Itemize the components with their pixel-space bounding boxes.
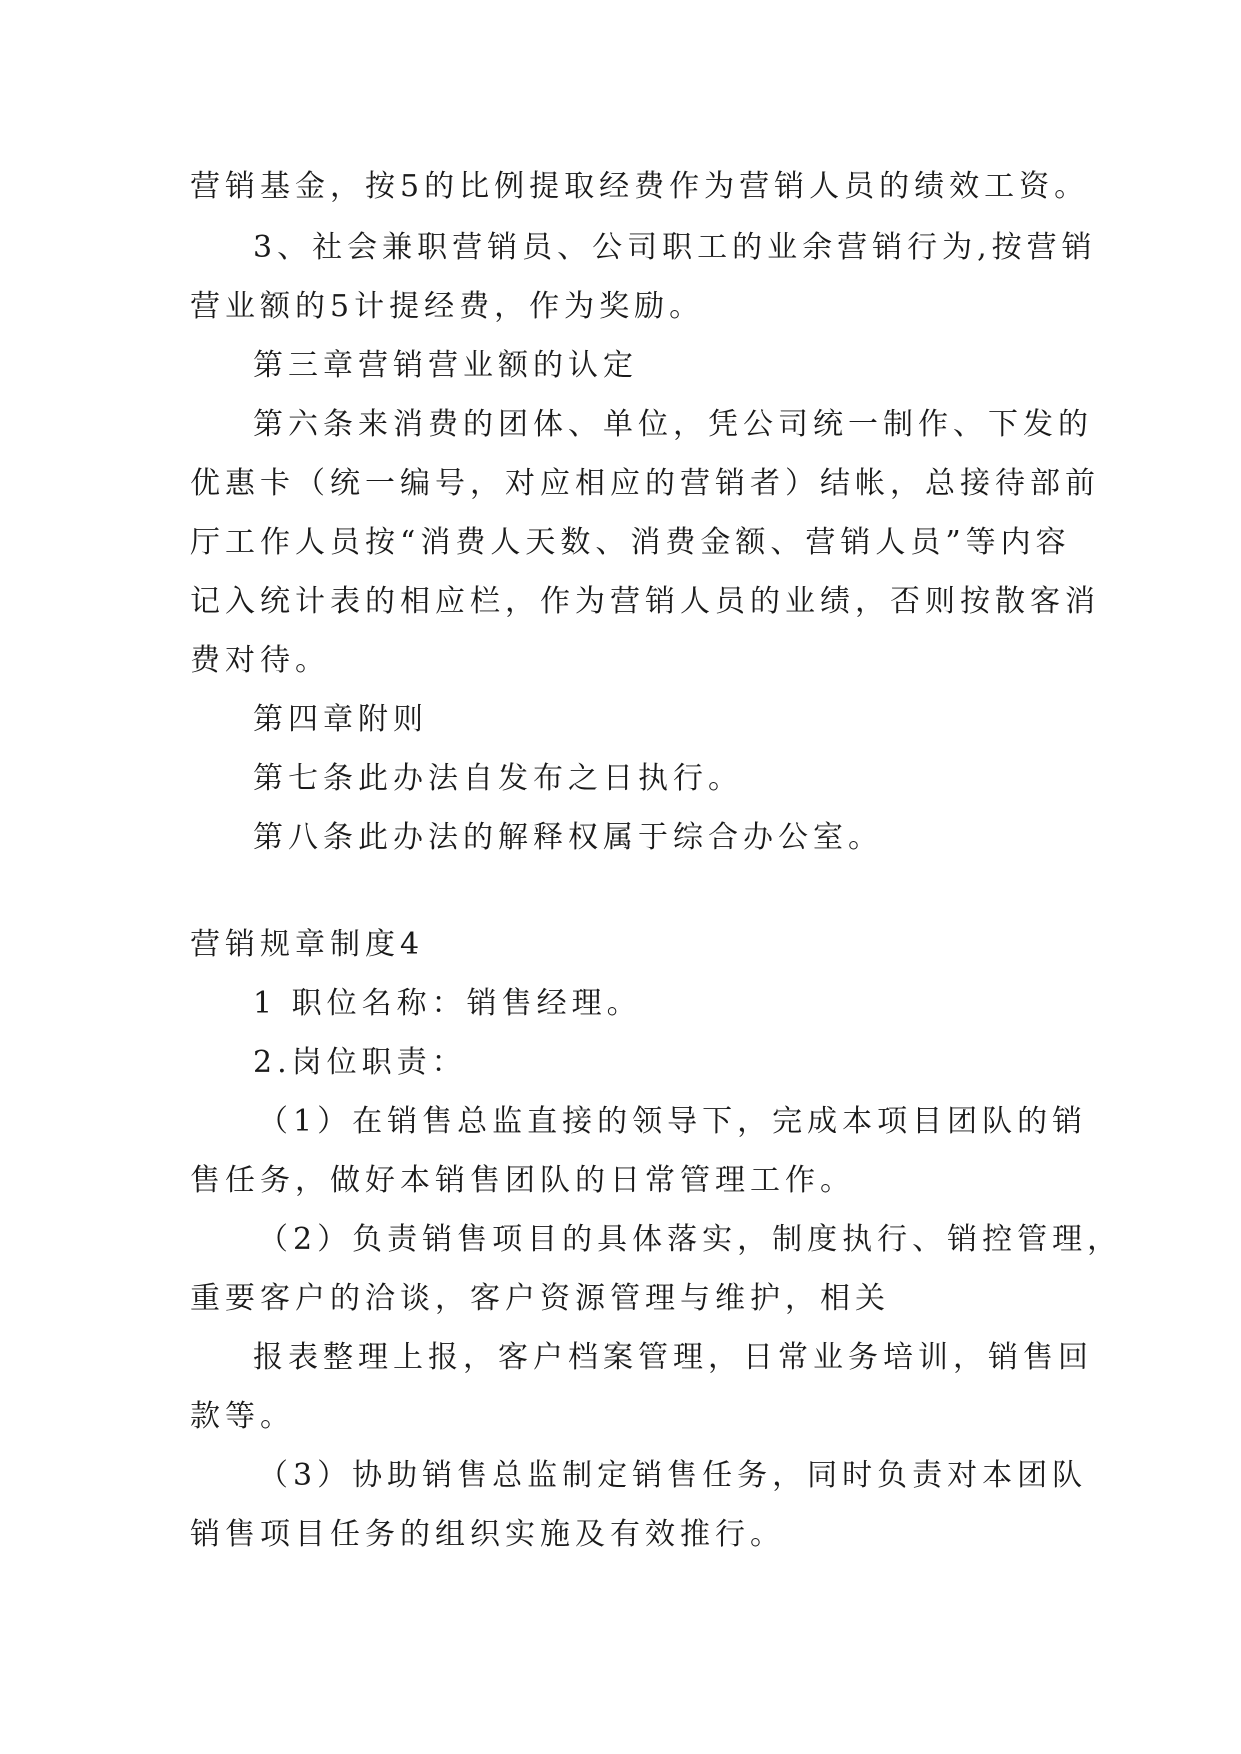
- text-line: 优惠卡（统一编号，对应相应的营销者）结帐，总接待部前: [190, 466, 1100, 501]
- text-line: （3）协助销售总监制定销售任务，同时负责对本团队: [258, 1458, 1088, 1493]
- text-line: 记入统计表的相应栏，作为营销人员的业绩，否则按散客消: [190, 584, 1100, 619]
- text-line: 营业额的5计提经费，作为奖励。: [190, 289, 705, 324]
- text-line: 款等。: [190, 1399, 295, 1434]
- text-line: （1）在销售总监直接的领导下，完成本项目团队的销: [258, 1104, 1088, 1139]
- text-line: 销售项目任务的组织实施及有效推行。: [190, 1517, 785, 1552]
- chapter-heading: 第四章附则: [253, 702, 428, 737]
- text-line: 售任务，做好本销售团队的日常管理工作。: [190, 1163, 855, 1198]
- text-line: 第六条来消费的团体、单位，凭公司统一制作、下发的: [253, 407, 1093, 442]
- text-line: 1 职位名称：销售经理。: [253, 986, 642, 1021]
- section-title: 营销规章制度4: [190, 927, 425, 962]
- text-line: 费对待。: [190, 643, 330, 678]
- text-line: 2.岗位职责：: [253, 1045, 467, 1080]
- text-line: 重要客户的洽谈，客户资源管理与维护，相关: [190, 1281, 890, 1316]
- text-line: 厅工作人员按“消费人天数、消费金额、营销人员”等内容: [190, 525, 1071, 560]
- text-line: 第八条此办法的解释权属于综合办公室。: [253, 820, 883, 855]
- text-line: 报表整理上报，客户档案管理，日常业务培训，销售回: [253, 1340, 1093, 1375]
- text-line: 第七条此办法自发布之日执行。: [253, 761, 743, 796]
- text-line: 营销基金，按5的比例提取经费作为营销人员的绩效工资。: [190, 169, 1090, 204]
- text-line: 3、社会兼职营销员、公司职工的业余营销行为,按营销: [253, 230, 1097, 265]
- text-line: （2）负责销售项目的具体落实，制度执行、销控管理，: [258, 1222, 1123, 1257]
- chapter-heading: 第三章营销营业额的认定: [253, 348, 638, 383]
